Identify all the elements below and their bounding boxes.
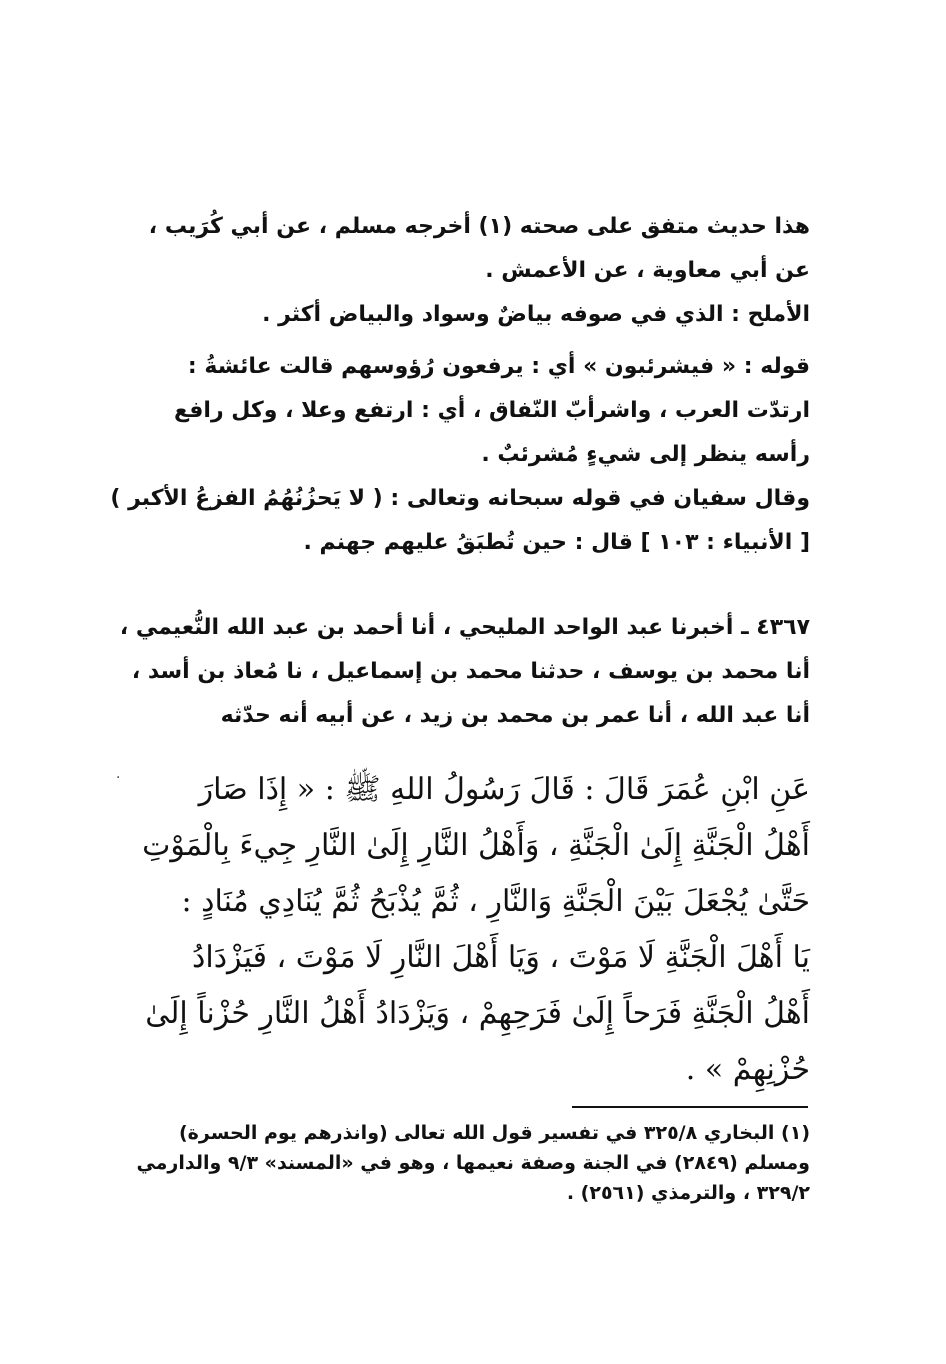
margin-mark: · bbox=[116, 770, 121, 786]
commentary-line: [ الأنبياء : ١٠٣ ] قال : حين تُطبَقُ عليهم جهنم . bbox=[303, 530, 810, 555]
footnote-line: (١) البخاري ٣٢٥/٨ في تفسير قول الله تعالى (وانذرهم يوم الحسرة) bbox=[178, 1122, 810, 1144]
hadith-line: عَنِ ابْنِ عُمَرَ قَالَ : قَالَ رَسُولُ اللهِ ﷺ : « إِذَا صَارَ bbox=[198, 772, 810, 807]
footnote-divider bbox=[572, 1106, 808, 1108]
commentary-line: وقال سفيان في قوله سبحانه وتعالى : ( لا يَحزُنُهُمُ الفزعُ الأكبر ) bbox=[110, 486, 810, 511]
hadith-line: حَتَّىٰ يُجْعَلَ بَيْنَ الْجَنَّةِ وَالنَّارِ ، ثُمَّ يُذْبَحُ ثُمَّ يُنَادِي مُنَادٍ : bbox=[181, 884, 810, 919]
isnad-line: أنا محمد بن يوسف ، حدثنا محمد بن إسماعيل ، نا مُعاذ بن أسد ، bbox=[131, 659, 810, 684]
commentary-block bbox=[110, 205, 810, 565]
commentary-line: قوله : « فيشرئبون » أي : يرفعون رُؤوسهم قالت عائشةُ : bbox=[187, 354, 810, 379]
commentary-line: ارتدّت العرب ، واشرأبّ النّفاق ، أي : ارتفع وعلا ، وكل رافع bbox=[174, 398, 810, 423]
commentary-line: هذا حديث متفق على صحته (١) أخرجه مسلم ، عن أبي كُرَيب ، bbox=[148, 214, 810, 239]
commentary-line: الأملح : الذي في صوفه بياضٌ وسواد والبياض أكثر . bbox=[262, 302, 810, 327]
isnad-line: أنا عبد الله ، أنا عمر بن محمد بن زيد ، عن أبيه أنه حدّثه bbox=[220, 703, 810, 728]
footnotes-block bbox=[136, 1118, 810, 1208]
isnad-line: ٤٣٦٧ ـ أخبرنا عبد الواحد المليحي ، أنا أحمد بن عبد الله النُّعيمي ، bbox=[119, 615, 810, 640]
hadith-line: يَا أَهْلَ الْجَنَّةِ لَا مَوْتَ ، وَيَا أَهْلَ النَّارِ لَا مَوْتَ ، فَيَزْدَادُ bbox=[192, 940, 810, 975]
hadith-text bbox=[142, 762, 810, 1098]
footnote-line: ومسلم (٢٨٤٩) في الجنة وصفة نعيمها ، وهو في «المسند» ٩/٣ والدارمي bbox=[136, 1152, 810, 1174]
footnote-line: ٣٢٩/٢ ، والترمذي (٢٥٦١) . bbox=[566, 1182, 810, 1204]
commentary-line: رأسه ينظر إلى شيءٍ مُشرئبٌ . bbox=[481, 442, 810, 467]
hadith-line: أَهْلُ الْجَنَّةِ فَرَحاً إِلَىٰ فَرَحِهِمْ ، وَيَزْدَادُ أَهْلُ النَّارِ حُزْناً إِلَىٰ bbox=[145, 996, 810, 1031]
commentary-line: عن أبي معاوية ، عن الأعمش . bbox=[485, 258, 810, 283]
hadith-line: أَهْلُ الْجَنَّةِ إِلَىٰ الْجَنَّةِ ، وَأَهْلُ النَّارِ إِلَىٰ النَّارِ جِيءَ بِالْمَوْتِ bbox=[142, 828, 810, 863]
hadith-line: حُزْنِهِمْ » . bbox=[685, 1052, 810, 1087]
isnad-block bbox=[119, 606, 810, 738]
